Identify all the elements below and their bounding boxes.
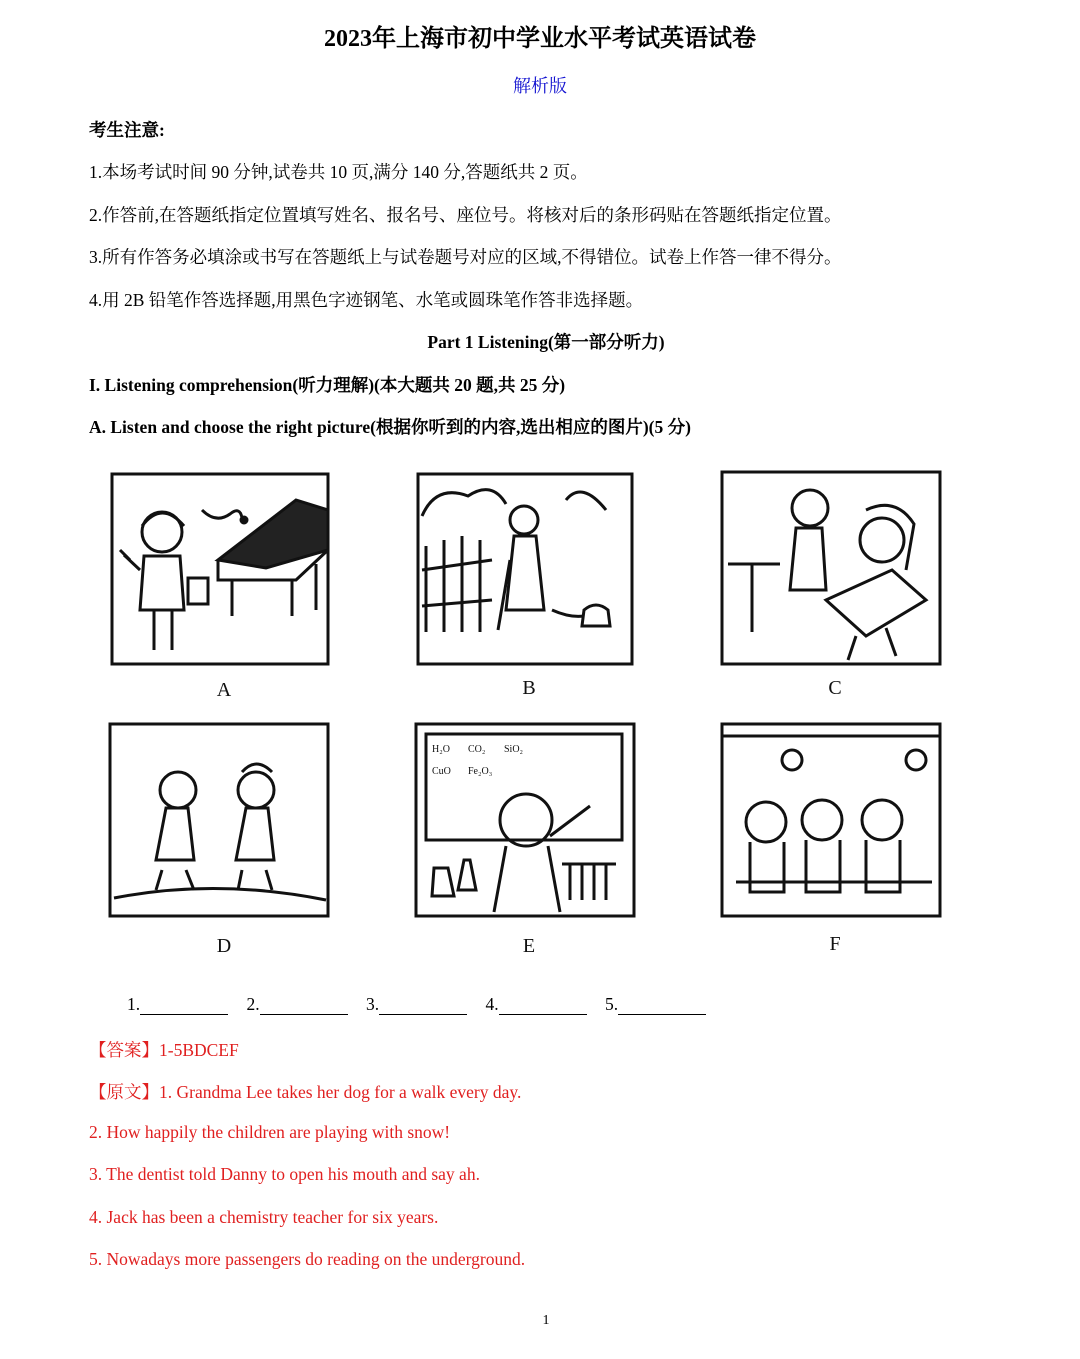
- picture-grid: [96, 460, 956, 970]
- picture-label-c: C: [828, 677, 842, 699]
- transcript-line: 3. The dentist told Danny to open his mouth and say ah.: [89, 1164, 480, 1184]
- picture-f: [722, 724, 940, 916]
- board-formula: SiO₂: [504, 744, 524, 755]
- picture-label-d: D: [216, 935, 232, 957]
- answer-blank[interactable]: 4.: [486, 994, 587, 1015]
- picture-a: [112, 474, 328, 664]
- transcript-line: 5. Nowadays more passengers do reading on the underground.: [89, 1249, 526, 1269]
- notice-item: 2.作答前,在答题纸指定位置填写姓名、报名号、座位号。将核对后的条形码贴在答题纸指定位置。: [89, 205, 842, 225]
- answer-blank[interactable]: 5.: [605, 994, 706, 1015]
- board-formula: Fe₂O₃: [468, 766, 493, 777]
- answer-tag: 【答案】: [89, 1040, 159, 1060]
- page-number: 1: [542, 1313, 550, 1328]
- answer-text: 1-5BDCEF: [159, 1040, 239, 1060]
- notice-item: 3.所有作答务必填涂或书写在答题纸上与试卷题号对应的区域,不得错位。试卷上作答一律不得分。: [89, 247, 842, 267]
- picture-label-a: A: [216, 679, 232, 701]
- answer-blanks: [127, 994, 720, 1015]
- answer-blank[interactable]: 3.: [366, 994, 467, 1015]
- picture-label-f: F: [829, 933, 841, 955]
- page-subtitle: 解析版: [513, 76, 567, 96]
- notice-item: 4.用 2B 铅笔作答选择题,用黑色字迹钢笔、水笔或圆珠笔作答非选择题。: [89, 290, 644, 310]
- transcript-line: 【原文】1. Grandma Lee takes her dog for a walk every day.: [89, 1082, 522, 1102]
- answer-blank[interactable]: 1.: [127, 994, 228, 1015]
- board-formula: CO₂: [468, 744, 486, 755]
- transcript-line: 2. How happily the children are playing with snow!: [89, 1122, 451, 1142]
- picture-c: [722, 472, 940, 664]
- notice-item: 1.本场考试时间 90 分钟,试卷共 10 页,满分 140 分,答题纸共 2 页。: [89, 162, 588, 182]
- picture-b: [418, 474, 632, 664]
- picture-d: [110, 724, 328, 916]
- picture-label-e: E: [522, 935, 536, 957]
- page-title: 2023年上海市初中学业水平考试英语试卷: [324, 26, 756, 52]
- answer-line: [89, 1037, 239, 1062]
- transcript-tag: 【原文】: [89, 1082, 159, 1102]
- picture-label-b: B: [522, 677, 536, 699]
- section-heading: I. Listening comprehension(听力理解)(本大题共 20 题,共 25 分): [89, 375, 566, 395]
- answer-blank[interactable]: 2.: [247, 994, 348, 1015]
- board-formula: CuO: [432, 766, 451, 777]
- notice-heading: 考生注意:: [89, 120, 165, 140]
- part-title: Part 1 Listening(第一部分听力): [427, 332, 665, 352]
- subsection-heading: A. Listen and choose the right picture(根据你听到的内容,选出相应的图片)(5 分): [89, 417, 691, 437]
- board-formula: H₂O: [432, 744, 450, 755]
- transcript-line: 4. Jack has been a chemistry teacher for six years.: [89, 1207, 439, 1227]
